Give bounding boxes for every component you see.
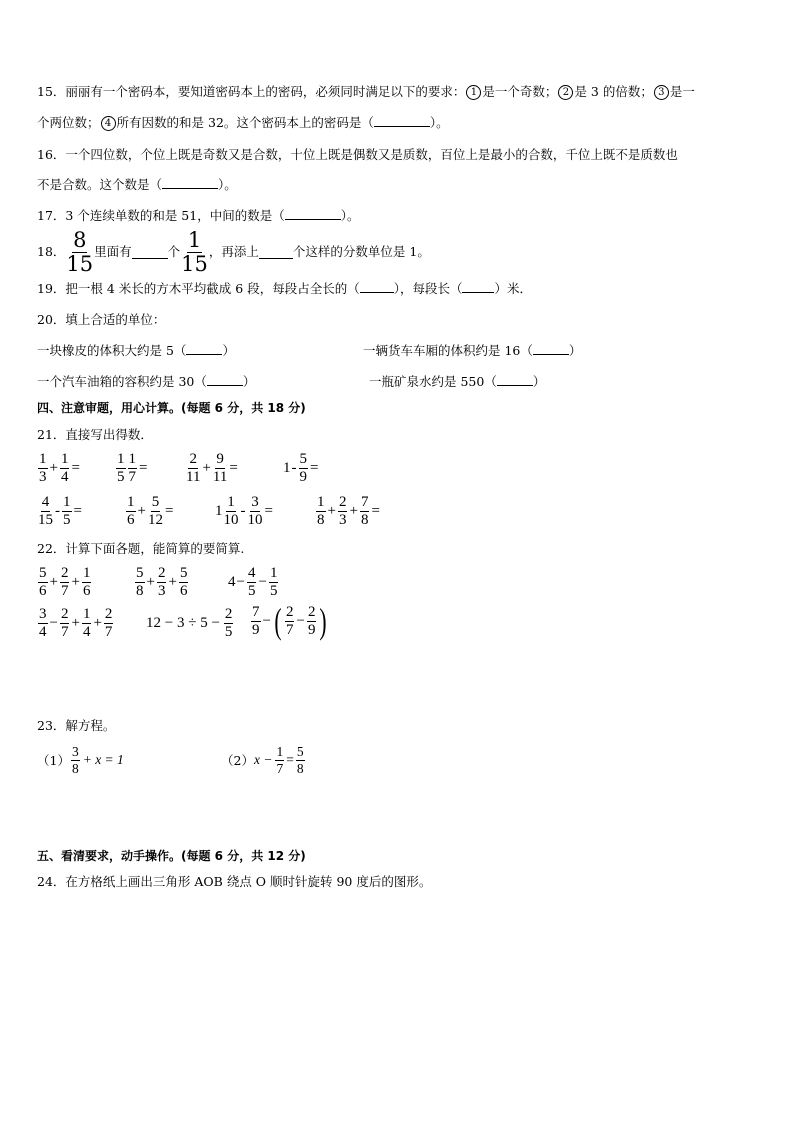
q22-expr-2 — [134, 566, 189, 599]
q21-expr-7 — [215, 495, 274, 528]
fraction — [224, 495, 239, 528]
operator: = — [139, 460, 148, 476]
q22-expr-5 — [146, 607, 234, 640]
fraction — [247, 566, 257, 599]
q21-expr-2 — [115, 452, 148, 485]
fraction — [66, 227, 94, 276]
q20-item-1 — [37, 341, 235, 361]
denominator: 7 — [104, 624, 113, 640]
operator: + — [202, 460, 211, 476]
q20-item-2 — [363, 341, 581, 361]
fraction — [307, 605, 317, 638]
numerator: 5 — [299, 451, 307, 467]
denominator: 12 — [147, 512, 163, 528]
whole-number: 4 — [228, 574, 236, 590]
denominator: 5 — [63, 512, 71, 528]
q20-item-4 — [369, 372, 545, 392]
q15-cond4: 所有因数的和是 32。这个密码本上的密码是（ — [116, 115, 374, 130]
right-parenthesis: ) — [319, 601, 328, 641]
q19-line — [37, 279, 532, 299]
operator: - — [240, 503, 246, 519]
numerator: 1 — [82, 565, 91, 581]
fraction — [148, 495, 163, 528]
section-4-heading: 四、注意审题，用心计算。(每题 6 分，共 18 分) — [37, 401, 306, 415]
fraction — [104, 607, 114, 640]
denominator: 5 — [224, 624, 233, 640]
q15-line1 — [37, 82, 695, 102]
numerator: 5 — [151, 494, 160, 510]
numerator: 1 — [63, 494, 71, 510]
denominator: 15 — [66, 251, 94, 276]
denominator: 11 — [212, 469, 228, 485]
q20-item-text: 一辆货车车厢的体积约是 16（ — [363, 343, 533, 358]
q21-expr-5 — [37, 495, 83, 528]
numerator: 7 — [252, 603, 260, 620]
operator: = — [71, 460, 80, 476]
operator: − — [258, 574, 267, 590]
denominator: 7 — [285, 621, 294, 638]
q21-expr-1 — [37, 452, 81, 485]
q23-title: 23．解方程。 — [37, 718, 116, 733]
denominator: 8 — [71, 760, 79, 776]
numerator: 4 — [41, 494, 50, 510]
denominator: 6 — [82, 583, 91, 599]
operator: = — [73, 503, 82, 519]
denominator: 10 — [247, 512, 263, 528]
whole-number: 1 — [283, 460, 291, 476]
denominator: 4 — [39, 624, 47, 640]
q19-text-a: 19．把一根 4 米长的方木平均截成 6 段，每段占全长的（ — [37, 281, 360, 296]
denominator: 3 — [157, 583, 166, 599]
q17-line — [37, 206, 359, 226]
q15-cond3: 是一 — [669, 84, 695, 99]
q20-item-3 — [37, 372, 255, 392]
section-5-heading: 五、看清要求，动手操作。(每题 6 分，共 12 分) — [37, 849, 306, 863]
fraction — [275, 745, 284, 775]
operator: - — [55, 503, 60, 519]
answer-blank[interactable] — [186, 342, 222, 355]
q18-text-3: ，再添上 — [208, 244, 259, 259]
fraction — [338, 495, 348, 528]
fraction — [269, 566, 279, 599]
fraction — [186, 452, 200, 485]
q22-expr-1 — [37, 566, 92, 599]
fraction — [299, 452, 309, 485]
close-paren: ） — [568, 343, 582, 358]
fraction — [181, 227, 208, 276]
operator: = — [371, 503, 380, 519]
q22-expr-6 — [250, 603, 329, 639]
q16-text: 不是合数。这个数是（ — [37, 177, 163, 192]
denominator: 7 — [60, 624, 69, 640]
close-paren: ） — [222, 343, 235, 358]
denominator: 7 — [128, 469, 136, 485]
operator: - — [291, 460, 297, 476]
operator: − — [262, 612, 271, 629]
q21-expr-3 — [185, 452, 239, 485]
numerator: 1 — [317, 494, 325, 510]
answer-blank[interactable] — [533, 342, 569, 355]
answer-blank[interactable] — [462, 280, 494, 293]
operator: + — [168, 574, 177, 590]
numerator: 2 — [224, 606, 233, 622]
part-label: （2） — [221, 753, 254, 768]
equation-text: x − — [253, 752, 273, 767]
q18-number: 18． — [37, 244, 66, 259]
fraction — [60, 452, 70, 485]
fraction — [179, 566, 189, 599]
q15-text-b: 个两位数； — [37, 115, 100, 130]
denominator: 6 — [127, 512, 135, 528]
operator: + — [71, 574, 80, 590]
part-label: （1） — [37, 753, 70, 768]
answer-blank[interactable] — [497, 373, 533, 386]
operator: + — [349, 503, 358, 519]
operator: = — [310, 460, 319, 476]
q19-text-b: ），每段长（ — [393, 281, 463, 296]
numerator: 1 — [82, 606, 91, 622]
numerator: 3 — [39, 606, 47, 622]
q18-text-2: 个 — [167, 244, 181, 259]
q18-text-1: 里面有 — [94, 244, 132, 259]
q22-title: 22．计算下面各题，能简算的要简算. — [37, 541, 245, 556]
equation-text: + x = 1 — [82, 752, 124, 767]
answer-blank[interactable] — [285, 207, 341, 220]
numerator: 1 — [276, 744, 284, 759]
operator: + — [49, 574, 58, 590]
fraction — [296, 745, 305, 775]
fraction — [82, 607, 92, 640]
fraction — [248, 495, 263, 528]
numerator: 3 — [71, 744, 79, 759]
close-paren: ） — [242, 374, 256, 389]
numerator: 1 — [60, 451, 69, 467]
denominator: 5 — [247, 583, 256, 599]
operator: = — [229, 460, 238, 476]
operator: = — [286, 752, 294, 767]
numerator: 1 — [117, 451, 125, 467]
answer-blank[interactable] — [259, 246, 293, 259]
q20-item-text: 一瓶矿泉水约是 550（ — [369, 374, 497, 389]
denominator: 5 — [117, 469, 125, 485]
fraction — [316, 495, 326, 528]
numerator: 5 — [39, 565, 47, 581]
numerator: 5 — [136, 565, 144, 581]
numerator: 8 — [73, 227, 87, 252]
q15-cond1: 是一个奇数； — [482, 84, 558, 99]
fraction — [60, 566, 70, 599]
denominator: 6 — [39, 583, 47, 599]
numerator: 9 — [216, 451, 224, 467]
numerator: 1 — [227, 494, 235, 510]
answer-blank[interactable] — [374, 114, 430, 127]
answer-blank[interactable] — [132, 246, 168, 259]
fraction — [71, 745, 80, 775]
fraction — [116, 452, 126, 485]
denominator: 15 — [181, 251, 208, 276]
numerator: 5 — [179, 565, 188, 581]
answer-blank[interactable] — [360, 280, 394, 293]
numerator: 1 — [269, 565, 278, 581]
circled-number-2: 2 — [558, 85, 573, 100]
denominator: 8 — [317, 512, 325, 528]
fraction — [126, 495, 136, 528]
fraction — [60, 607, 70, 640]
fraction — [251, 605, 261, 638]
denominator: 9 — [252, 621, 260, 638]
numerator: 7 — [360, 494, 369, 510]
q22-expr-3 — [228, 566, 279, 599]
denominator: 9 — [307, 621, 316, 638]
numerator: 2 — [338, 494, 347, 510]
fraction — [213, 452, 227, 485]
denominator: 15 — [38, 512, 53, 528]
numerator: 2 — [60, 565, 69, 581]
q16-line1: 16．一个四位数，个位上既是奇数又是合数，十位上既是偶数又是质数，百位上是最小的合数，千位上既不是质数也 — [37, 147, 678, 162]
answer-blank[interactable] — [162, 176, 218, 189]
q17-end: ）。 — [340, 208, 360, 223]
denominator: 9 — [299, 469, 307, 485]
fraction — [128, 452, 138, 485]
numerator: 2 — [189, 451, 197, 467]
whole-number: 1 — [215, 503, 223, 519]
numerator: 2 — [104, 606, 113, 622]
numerator: 2 — [307, 603, 316, 620]
fraction — [38, 607, 48, 640]
denominator: 11 — [186, 469, 201, 485]
numerator: 3 — [251, 494, 259, 510]
operator: + — [137, 503, 146, 519]
expression-text: 12 − 3 ÷ 5 − — [146, 615, 220, 631]
q19-text-c: ）米． — [494, 281, 532, 296]
denominator: 7 — [276, 760, 284, 776]
numerator: 1 — [127, 494, 135, 510]
numerator: 2 — [157, 565, 166, 581]
q22-expr-4 — [37, 607, 114, 640]
fraction — [38, 452, 48, 485]
numerator: 2 — [285, 603, 294, 620]
numerator: 1 — [187, 227, 202, 252]
denominator: 8 — [296, 760, 304, 776]
q20-item-text: 一个汽车油箱的容积约是 30（ — [37, 374, 207, 389]
q24-text: 24．在方格纸上画出三角形 AOB 绕点 O 顺时针旋转 90 度后的图形。 — [37, 874, 432, 889]
left-parenthesis: ( — [274, 601, 282, 641]
fraction — [224, 607, 234, 640]
fraction — [38, 566, 48, 599]
q15-line2 — [37, 113, 449, 133]
answer-blank[interactable] — [207, 373, 243, 386]
q15-end: ）。 — [429, 115, 449, 130]
q18-text-4: 个这样的分数单位是 1。 — [292, 244, 430, 259]
denominator: 4 — [60, 469, 69, 485]
numerator: 5 — [296, 744, 304, 759]
q16-line2 — [37, 175, 237, 195]
denominator: 4 — [82, 624, 91, 640]
operator: − — [296, 612, 305, 629]
q20-title: 20．填上合适的单位： — [37, 312, 166, 327]
operator: − — [49, 615, 58, 631]
operator: − — [236, 574, 245, 590]
operator: + — [71, 615, 80, 631]
circled-number-1: 1 — [466, 85, 481, 100]
q20-item-text: 一块橡皮的体积大约是 5（ — [37, 343, 187, 358]
denominator: 10 — [223, 512, 239, 528]
fraction — [285, 605, 295, 638]
q16-end: ）。 — [218, 177, 237, 192]
q15-cond2: 是 3 的倍数； — [574, 84, 653, 99]
fraction — [135, 566, 145, 599]
fraction — [157, 566, 167, 599]
circled-number-4: 4 — [101, 116, 116, 131]
q23-eq-1 — [37, 745, 124, 775]
close-paren: ） — [532, 374, 546, 389]
operator: + — [146, 574, 155, 590]
fraction — [38, 495, 53, 528]
operator: = — [264, 503, 273, 519]
q21-expr-4 — [283, 452, 319, 485]
q18-line — [37, 227, 430, 276]
denominator: 5 — [269, 583, 278, 599]
denominator: 8 — [360, 512, 369, 528]
q23-eq-2 — [221, 745, 306, 775]
denominator: 8 — [136, 583, 144, 599]
fraction — [360, 495, 370, 528]
denominator: 3 — [39, 469, 47, 485]
numerator: 2 — [60, 606, 69, 622]
q21-title: 21．直接写出得数． — [37, 427, 153, 442]
operator: = — [164, 503, 174, 519]
denominator: 7 — [60, 583, 69, 599]
q21-expr-8 — [315, 495, 381, 528]
numerator: 1 — [39, 451, 47, 467]
numerator: 1 — [128, 451, 136, 467]
q17-text: 17．3 个连续单数的和是 51，中间的数是（ — [37, 208, 285, 223]
operator: + — [327, 503, 336, 519]
denominator: 3 — [338, 512, 347, 528]
q21-expr-6 — [125, 495, 174, 528]
operator: + — [49, 460, 58, 476]
circled-number-3: 3 — [654, 85, 669, 100]
operator: + — [93, 615, 102, 631]
fraction — [82, 566, 92, 599]
numerator: 4 — [247, 565, 256, 581]
fraction — [62, 495, 72, 528]
q15-text-a: 15．丽丽有一个密码本，要知道密码本上的密码，必须同时满足以下的要求： — [37, 84, 466, 99]
denominator: 6 — [179, 583, 188, 599]
